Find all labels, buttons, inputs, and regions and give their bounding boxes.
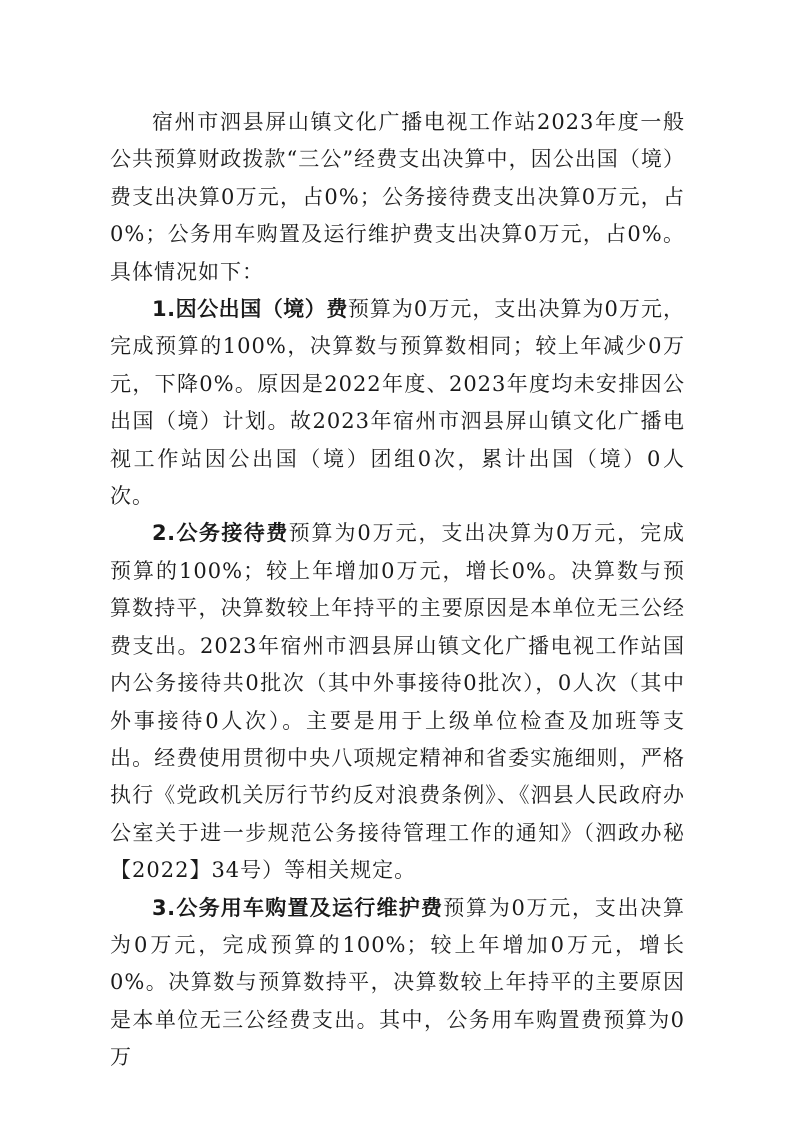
section-heading: 2.公务接待费	[152, 521, 289, 546]
section-heading: 1.因公出国（境）费	[152, 297, 348, 322]
document-page	[110, 104, 685, 1077]
intro-paragraph	[110, 104, 685, 291]
section-body: 预算为0万元，支出决算为0万元，完成预算的100%；较上年增加0万元，增长0%。决算数与预算数持平，决算数较上年持平的主要原因是本单位无三公经费支出。其中，公务用车购置费预算为0万	[110, 895, 685, 1070]
section-body: 预算为0万元，支出决算为0万元，完成预算的100%，决算数与预算数相同；较上年减少0万元，下降0%。原因是2022年度、2023年度均未安排因公出国（境）计划。故2023年宿州市泗县屏山镇文化广播电视工作站因公出国（境）团组0次，累计出国（境）0人次。	[110, 297, 685, 509]
section-official-vehicles	[110, 890, 685, 1077]
section-body: 预算为0万元，支出决算为0万元，完成预算的100%；较上年增加0万元，增长0%。决算数与预算数持平，决算数较上年持平的主要原因是本单位无三公经费支出。2023年宿州市泗县屏山镇文化广播电视工作站国内公务接待共0批次（其中外事接待0批次），0人次（其中外事接待0人次）。主要是用于上级单位检查及加班等支出。经费使用贯彻中央八项规定精神和省委实施细则，严格执行《党政机关厉行节约反对浪费条例》、《泗县人民政府办公室关于进一步规范公务接待管理工作的通知》（泗政办秘【2022】34号）等相关规定。	[110, 521, 685, 883]
section-official-reception	[110, 515, 685, 889]
section-travel-abroad	[110, 291, 685, 515]
section-heading: 3.公务用车购置及运行维护费	[152, 895, 444, 920]
intro-text: 宿州市泗县屏山镇文化广播电视工作站2023年度一般公共预算财政拨款“三公”经费支出决算中，因公出国（境）费支出决算0万元，占0%；公务接待费支出决算0万元，占0%；公务用车购置及运行维护费支出决算0万元，占0%。具体情况如下：	[110, 110, 685, 284]
